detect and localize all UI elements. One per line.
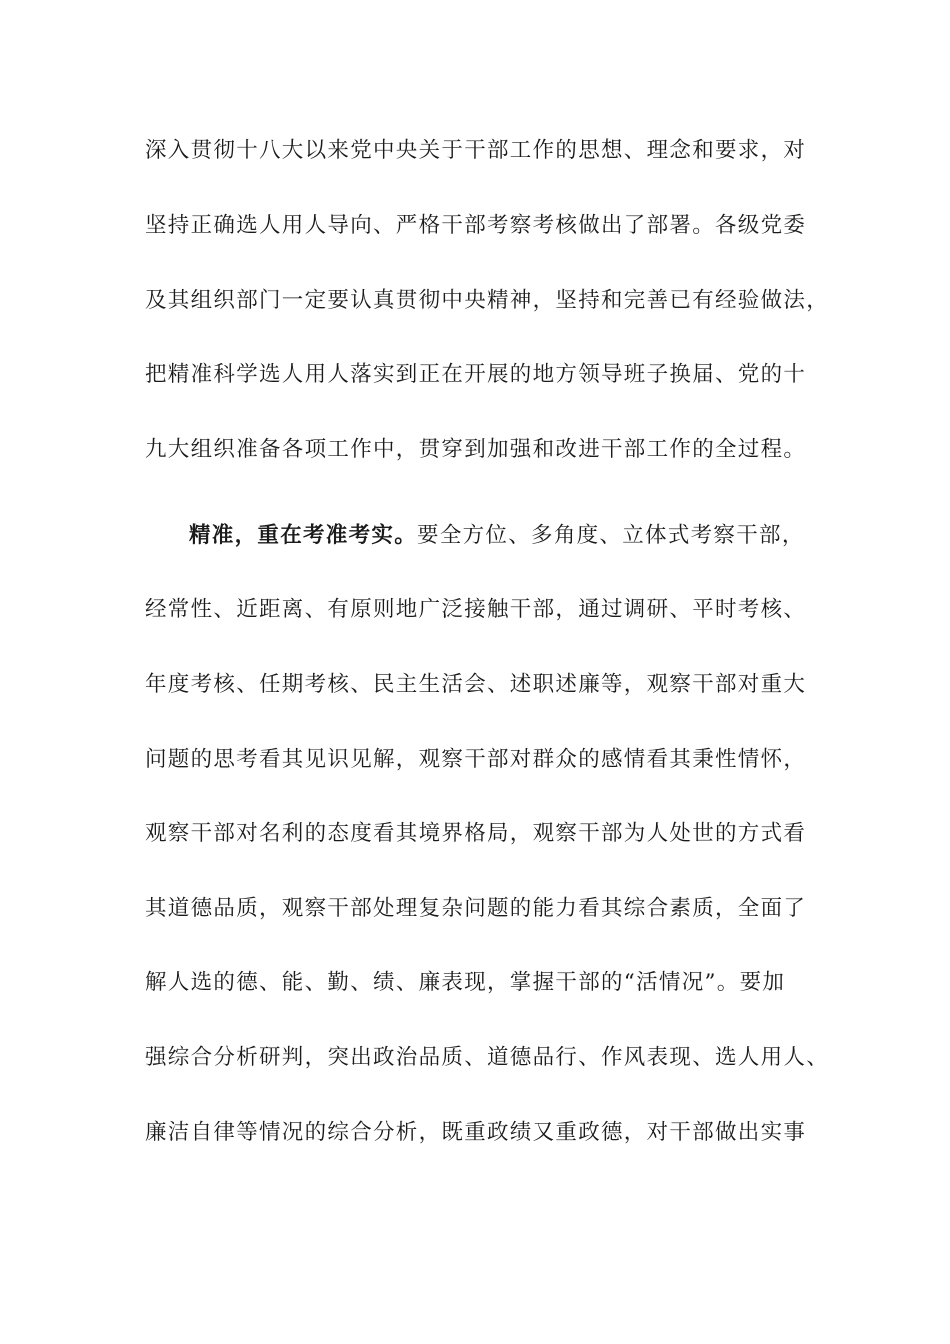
text-line: 问题的思考看其见识见解，观察干部对群众的感情看其秉性情怀， — [145, 747, 807, 772]
text-line: 观察干部对名利的态度看其境界格局，观察干部为人处世的方式看 — [145, 821, 807, 846]
paragraph-first-line-rest: 要全方位、多角度、立体式考察干部， — [417, 523, 805, 548]
text-line: 廉洁自律等情况的综合分析，既重政绩又重政德，对干部做出实事 — [145, 1120, 807, 1145]
text-line: 及其组织部门一定要认真贯彻中央精神，坚持和完善已有经验做法， — [145, 288, 830, 313]
text-line: 经常性、近距离、有原则地广泛接触干部，通过调研、平时考核、 — [145, 597, 807, 622]
text-line: 年度考核、任期考核、民主生活会、述职述廉等，观察干部对重大 — [145, 672, 807, 697]
text-line: 九大组织准备各项工作中，贯穿到加强和改进干部工作的全过程。 — [145, 437, 807, 462]
text-line: 把精准科学选人用人落实到正在开展的地方领导班子换届、党的十 — [145, 362, 807, 387]
text-line: 强综合分析研判，突出政治品质、道德品行、作风表现、选人用人、 — [145, 1045, 830, 1070]
text-line: 其道德品质，观察干部处理复杂问题的能力看其综合素质，全面了 — [145, 896, 807, 921]
text-line: 深入贯彻十八大以来党中央关于干部工作的思想、理念和要求，对 — [145, 138, 807, 163]
text-line: 坚持正确选人用人导向、严格干部考察考核做出了部署。各级党委 — [145, 213, 807, 238]
paragraph-first-line — [189, 521, 829, 551]
paragraph-lead: 精准，重在考准考实。 — [189, 523, 418, 548]
text-line: 解人选的德、能、勤、绩、廉表现，掌握干部的“活情况”。要加 — [145, 970, 786, 995]
